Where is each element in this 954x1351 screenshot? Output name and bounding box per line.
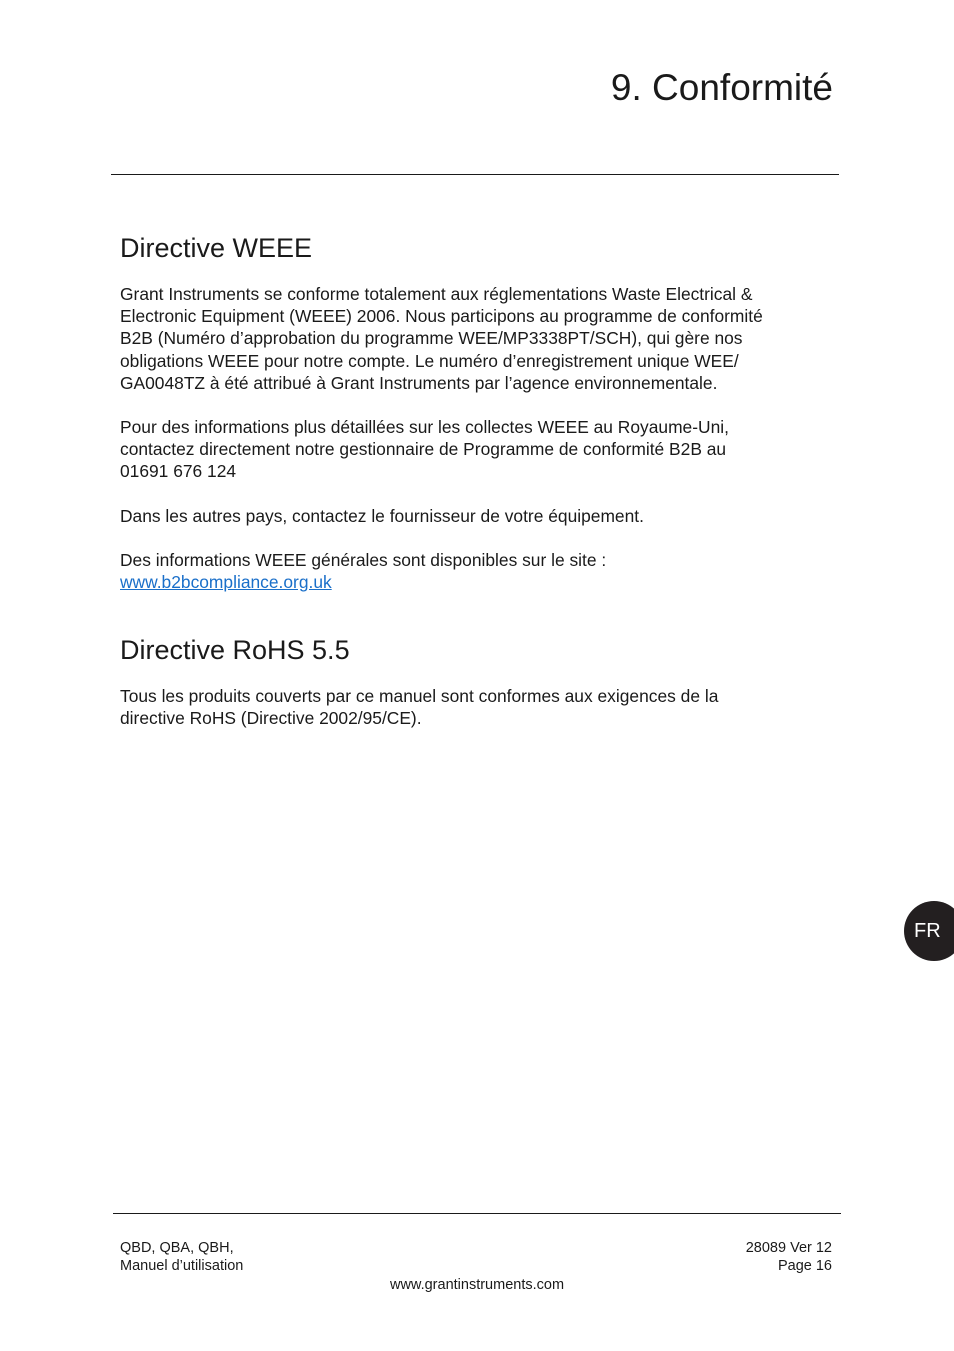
weee-p2-line: 01691 676 124 [120,461,237,482]
rohs-paragraph [120,685,840,729]
rohs-heading: Directive RoHS 5.5 [120,635,350,665]
weee-heading: Directive WEEE [120,233,313,263]
footer-models: QBD, QBA, QBH, [120,1240,234,1256]
weee-paragraph-2 [120,416,840,483]
b2b-compliance-link[interactable]: www.b2bcompliance.org.uk [120,572,332,593]
footer-page-number: Page 16 [777,1258,832,1274]
weee-p1-line: GA0048TZ à été attribué à Grant Instruments par l’agence environnementale. [120,372,718,393]
language-tab-fr: FR [904,901,954,961]
section-weee [120,231,840,615]
footer-version: 28089 Ver 12 [745,1240,832,1256]
weee-p1-line: Electronic Equipment (WEEE) 2006. Nous participons au programme de conformité [120,306,763,327]
weee-p2-line: Pour des informations plus détaillées sur les collectes WEEE au Royaume-Uni, [120,417,729,438]
footer-website: www.grantinstruments.com [389,1277,565,1293]
rohs-p1-line: Tous les produits couverts par ce manuel sont conformes aux exigences de la [120,686,719,706]
footer-manual-title: Manuel d’utilisation [120,1258,244,1274]
weee-p1-line: B2B (Numéro d’approbation du programme WEE/MP3338PT/SCH), qui gère nos [120,328,743,349]
footer-divider [113,1213,841,1214]
weee-paragraph-3: Dans les autres pays, contactez le fournisseur de votre équipement. [120,505,644,526]
footer-product-info [120,1239,243,1275]
rohs-p1-line: directive RoHS (Directive 2002/95/CE). [120,708,422,729]
weee-p2-line: contactez directement notre gestionnaire de Programme de conformité B2B au [120,439,727,460]
header-divider [111,174,839,175]
weee-p4-text: Des informations WEEE générales sont disponibles sur le site : [120,549,607,570]
page-title: 9. Conformité [610,67,833,108]
weee-paragraph-4 [120,549,840,593]
section-rohs [120,633,840,751]
footer-document-info [746,1239,832,1275]
weee-p1-line: Grant Instruments se conforme totalement aux réglementations Waste Electrical & [120,284,753,304]
weee-p1-line: obligations WEEE pour notre compte. Le numéro d’enregistrement unique WEE/ [120,350,739,371]
weee-paragraph-1 [120,283,840,394]
